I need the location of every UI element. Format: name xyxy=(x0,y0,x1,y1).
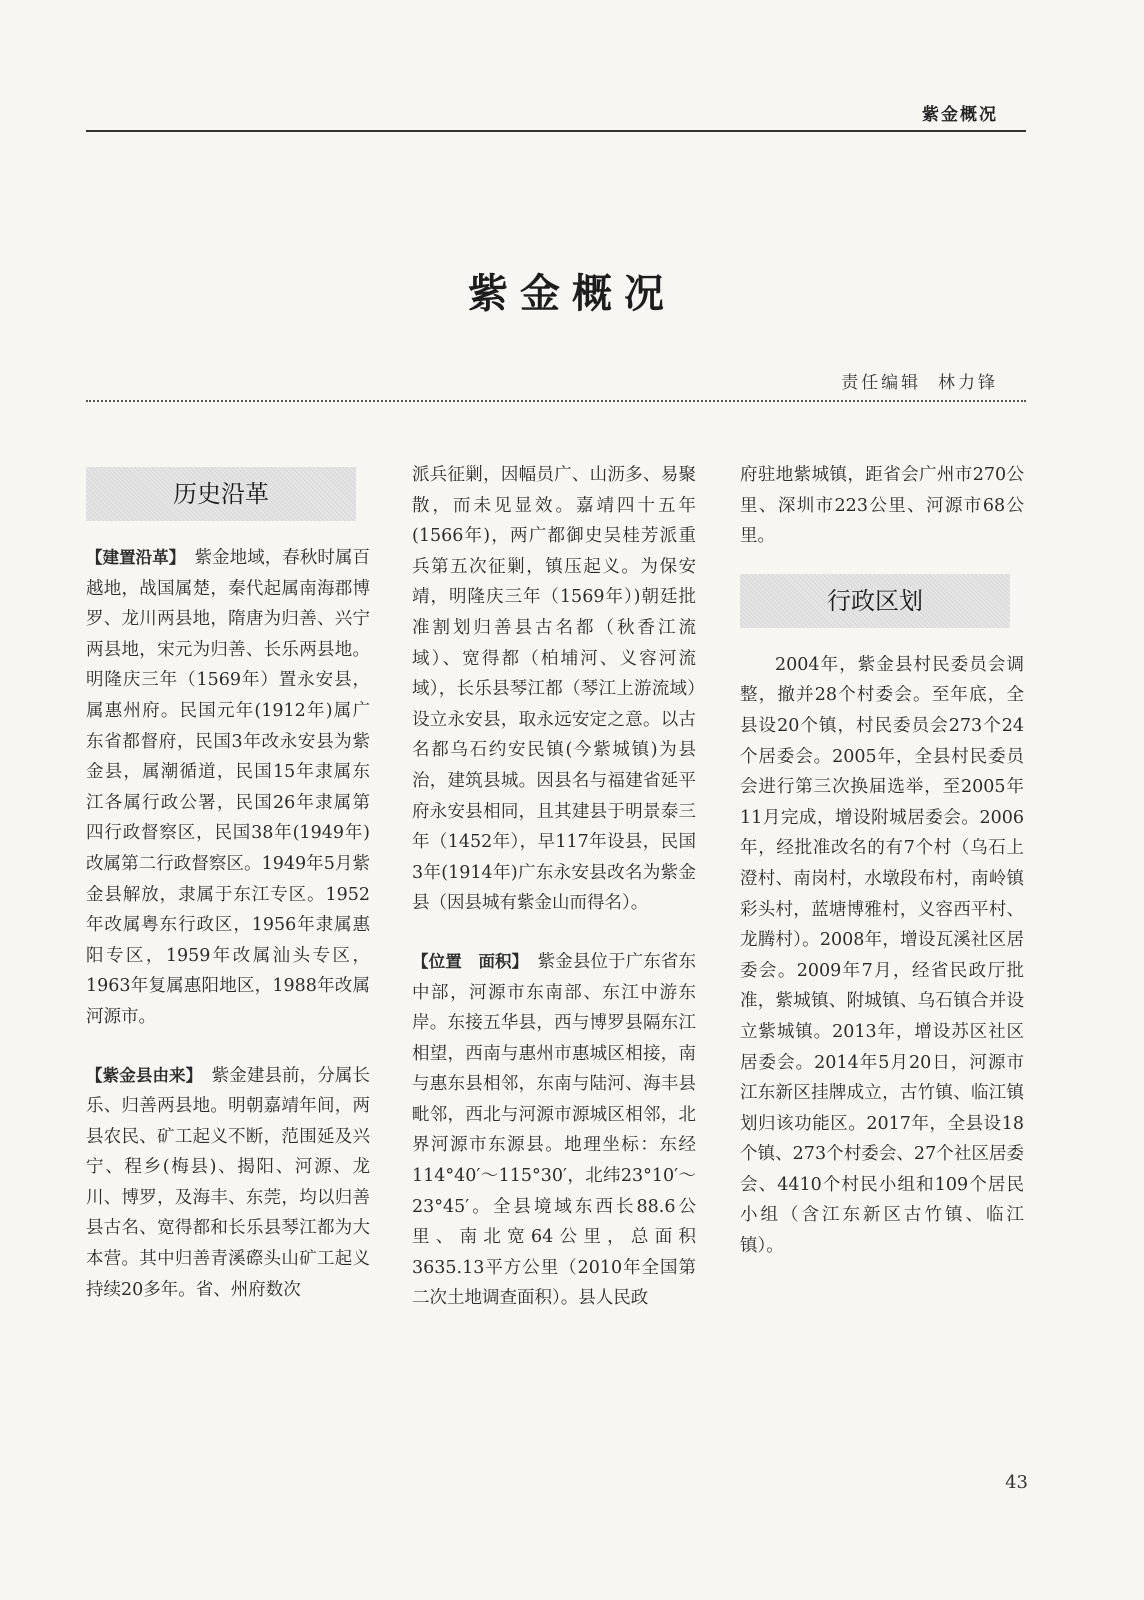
running-head xyxy=(86,96,1026,132)
paragraph-text: 紫金县位于广东省东中部，河源市东南部、东江中游东岸。东接五华县，西与博罗县隔东江相望，西南与惠州市惠城区相接，南与惠东县相邻，东南与陆河、海丰县毗邻，西北与河源市源城区相邻，北界河源市东源县。地理坐标：东经114°40′～115°30′，北纬23°10′～23°45′。全县境域东西长88.6公里、南北宽64公里，总面积3635.13平方公里（2010年全国第二次土地调查面积）。县人民政 xyxy=(412,951,696,1309)
paragraph-text: 派兵征剿，因幅员广、山沥多、易聚散，而未见显效。嘉靖四十五年(1566年)，两广都御史吴桂芳派重兵第五次征剿，镇压起义。为保安靖，明隆庆三年（1569年）)朝廷批准割划归善县古名都（秋香江流域）、宽得都（柏埔河、义容河流域），长乐县琴江都（琴江上游流域）设立永安县，取永远安定之意。以古名都乌石约安民镇(今紫城镇)为县治，建筑县城。因县名与福建省延平府永安县相同，且其建县于明景泰三年（1452年），早117年设县，民国3年(1914年)广东永安县改名为紫金县（因县城有紫金山而得名）。 xyxy=(412,465,696,914)
column-3 xyxy=(740,460,1024,1262)
section-heading-admin: 行政区划 xyxy=(740,574,1010,628)
running-head-title: 紫金概况 xyxy=(922,105,998,125)
paragraph-youlai xyxy=(86,1061,370,1306)
paragraph-weizhi-continued xyxy=(740,460,1024,552)
paragraph-youlai-continued xyxy=(412,460,696,919)
paragraph-text: 府驻地紫城镇，距省会广州市270公里、深圳市223公里、河源市68公里。 xyxy=(740,465,1024,547)
paragraph-text: 紫金地域，春秋时属百越地，战国属楚，秦代起属南海郡博罗、龙川两县地，隋唐为归善、兴宁两县地，宋元为归善、长乐两县地。明隆庆三年（1569年）置永安县，属惠州府。民国元年(1912年)属广东省都督府，民国3年改永安县为紫金县，属潮循道，民国15年隶属东江各属行政公署，民国26年隶属第四行政督察区，民国38年(1949年)改属第二行政督察区。1949年5月紫金县解放，隶属于东江专区。1952年改属粤东行政区，1956年隶属惠阳专区，1959年改属汕头专区，1963年复属惠阳地区，1988年改属河源市。 xyxy=(86,548,370,1027)
paragraph-text: 紫金建县前，分属长乐、归善两县地。明朝嘉靖年间，两县农民、矿工起义不断，范围延及兴宁、程乡(梅县)、揭阳、河源、龙川、博罗，及海丰、东莞，均以归善县古名、宽得都和长乐县琴江都为大本营。其中归善青溪磜头山矿工起义持续20多年。省、州府数次 xyxy=(86,1065,370,1300)
column-1 xyxy=(86,460,370,1305)
paragraph-weizhi xyxy=(412,947,696,1314)
editor-name: 林力锋 xyxy=(938,373,998,393)
column-2 xyxy=(412,460,696,1314)
page-number: 43 xyxy=(1005,1472,1028,1493)
paragraph-xingzheng: 2004年，紫金县村民委员会调整，撤并28个村委会。至年底，全县设20个镇，村民委员会273个24个居委会。2005年，全县村民委员会进行第三次换届选举，至2005年11月完成，增设附城居委会。2006年，经批准改名的有7个村（乌石上澄村、南岗村，水墩段布村，南岭镇彩头村，蓝塘博雅村，义容西平村、龙腾村）。2008年，增设瓦溪社区居委会。2009年7月，经省民政厅批准，紫城镇、附城镇、乌石镇合并设立紫城镇。2013年，增设苏区社区居委会。2014年5月20日，河源市江东新区挂牌成立，古竹镇、临江镇划归该功能区。2017年，全县设18个镇、273个村委会、27个社区居委会、4410个村民小组和109个居民小组（含江东新区古竹镇、临江镇）。 xyxy=(740,654,1024,1257)
editor-credit xyxy=(841,368,998,393)
paragraph-label: 【位置 面积】 xyxy=(412,951,521,971)
paragraph-jianzhi xyxy=(86,543,370,1033)
paragraph-label: 【紫金县由来】 xyxy=(86,1065,195,1085)
dotted-divider xyxy=(86,400,1026,402)
section-heading-history: 历史沿革 xyxy=(86,467,356,521)
paragraph-label: 【建置沿革】 xyxy=(86,548,178,567)
page-title: 紫金概况 xyxy=(468,271,676,317)
editor-role: 责任编辑 xyxy=(841,373,922,393)
